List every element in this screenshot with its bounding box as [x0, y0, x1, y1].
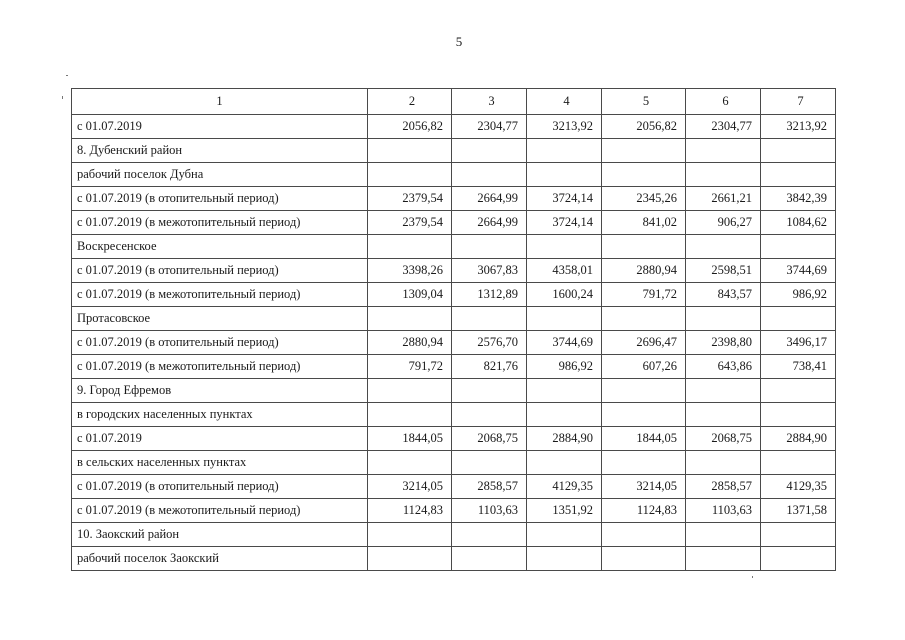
table-row	[72, 211, 836, 235]
table-row	[72, 547, 836, 571]
column-number-row	[72, 89, 836, 115]
value-cell: 821,76	[452, 355, 527, 379]
table-row	[72, 235, 836, 259]
value-cell	[686, 403, 761, 427]
value-cell	[527, 235, 602, 259]
value-cell: 3724,14	[527, 211, 602, 235]
row-label: с 01.07.2019	[72, 115, 368, 139]
value-cell: 3213,92	[761, 115, 836, 139]
row-label: 10. Заокский район	[72, 523, 368, 547]
value-cell: 1103,63	[686, 499, 761, 523]
value-cell: 1844,05	[368, 427, 452, 451]
value-cell: 3214,05	[368, 475, 452, 499]
table-row	[72, 403, 836, 427]
value-cell	[368, 403, 452, 427]
value-cell	[452, 451, 527, 475]
value-cell	[686, 139, 761, 163]
column-header: 7	[761, 89, 836, 115]
value-cell	[602, 451, 686, 475]
value-cell: 2576,70	[452, 331, 527, 355]
column-header: 2	[368, 89, 452, 115]
value-cell: 2379,54	[368, 211, 452, 235]
value-cell	[602, 163, 686, 187]
row-label: с 01.07.2019 (в межотопительный период)	[72, 499, 368, 523]
value-cell: 2345,26	[602, 187, 686, 211]
value-cell: 2056,82	[368, 115, 452, 139]
scan-speck	[66, 75, 68, 76]
value-cell: 2068,75	[452, 427, 527, 451]
value-cell	[686, 523, 761, 547]
value-cell: 1371,58	[761, 499, 836, 523]
value-cell: 3214,05	[602, 475, 686, 499]
value-cell	[527, 307, 602, 331]
value-cell	[686, 379, 761, 403]
value-cell: 4129,35	[527, 475, 602, 499]
table-row	[72, 427, 836, 451]
value-cell: 2880,94	[368, 331, 452, 355]
value-cell	[686, 451, 761, 475]
row-label: 9. Город Ефремов	[72, 379, 368, 403]
value-cell: 1124,83	[368, 499, 452, 523]
value-cell: 986,92	[527, 355, 602, 379]
value-cell: 2884,90	[761, 427, 836, 451]
row-label: в городских населенных пунктах	[72, 403, 368, 427]
value-cell: 3724,14	[527, 187, 602, 211]
value-cell	[452, 523, 527, 547]
value-cell	[602, 235, 686, 259]
value-cell	[452, 403, 527, 427]
page-number: 5	[455, 34, 463, 49]
scan-speck	[752, 576, 753, 578]
value-cell	[761, 235, 836, 259]
column-header: 4	[527, 89, 602, 115]
value-cell: 2068,75	[686, 427, 761, 451]
row-label: рабочий поселок Заокский	[72, 547, 368, 571]
value-cell: 3842,39	[761, 187, 836, 211]
value-cell	[761, 163, 836, 187]
value-cell: 2858,57	[686, 475, 761, 499]
value-cell	[368, 547, 452, 571]
table-row	[72, 163, 836, 187]
value-cell	[527, 403, 602, 427]
value-cell: 2661,21	[686, 187, 761, 211]
value-cell: 643,86	[686, 355, 761, 379]
value-cell	[602, 379, 686, 403]
value-cell: 1103,63	[452, 499, 527, 523]
value-cell: 738,41	[761, 355, 836, 379]
row-label: 8. Дубенский район	[72, 139, 368, 163]
value-cell	[452, 235, 527, 259]
value-cell: 1600,24	[527, 283, 602, 307]
value-cell: 3496,17	[761, 331, 836, 355]
value-cell	[452, 163, 527, 187]
value-cell: 986,92	[761, 283, 836, 307]
scan-speck	[62, 96, 63, 99]
value-cell: 1124,83	[602, 499, 686, 523]
value-cell: 3744,69	[527, 331, 602, 355]
value-cell	[452, 139, 527, 163]
value-cell	[368, 163, 452, 187]
table-row	[72, 307, 836, 331]
row-label: с 01.07.2019	[72, 427, 368, 451]
value-cell: 843,57	[686, 283, 761, 307]
row-label: с 01.07.2019 (в отопительный период)	[72, 187, 368, 211]
value-cell	[602, 523, 686, 547]
value-cell	[686, 163, 761, 187]
value-cell	[761, 379, 836, 403]
value-cell	[368, 139, 452, 163]
value-cell	[761, 523, 836, 547]
value-cell: 2664,99	[452, 211, 527, 235]
value-cell: 1309,04	[368, 283, 452, 307]
value-cell	[368, 307, 452, 331]
table-row	[72, 187, 836, 211]
value-cell: 2398,80	[686, 331, 761, 355]
table-row	[72, 475, 836, 499]
row-label: с 01.07.2019 (в отопительный период)	[72, 259, 368, 283]
value-cell: 2598,51	[686, 259, 761, 283]
value-cell: 3744,69	[761, 259, 836, 283]
table-row	[72, 331, 836, 355]
value-cell: 4129,35	[761, 475, 836, 499]
table-body	[72, 89, 836, 571]
tariff-table	[71, 88, 836, 571]
value-cell	[527, 379, 602, 403]
value-cell	[761, 307, 836, 331]
value-cell: 2696,47	[602, 331, 686, 355]
table-row	[72, 139, 836, 163]
table-row	[72, 451, 836, 475]
value-cell	[368, 451, 452, 475]
table-row	[72, 499, 836, 523]
value-cell	[368, 235, 452, 259]
value-cell	[761, 547, 836, 571]
table-row	[72, 115, 836, 139]
column-header: 5	[602, 89, 686, 115]
row-label: с 01.07.2019 (в межотопительный период)	[72, 355, 368, 379]
table-row	[72, 259, 836, 283]
row-label: в сельских населенных пунктах	[72, 451, 368, 475]
table-row	[72, 283, 836, 307]
value-cell: 1312,89	[452, 283, 527, 307]
value-cell	[452, 307, 527, 331]
value-cell	[602, 307, 686, 331]
value-cell: 3067,83	[452, 259, 527, 283]
value-cell	[527, 523, 602, 547]
value-cell	[686, 307, 761, 331]
value-cell: 4358,01	[527, 259, 602, 283]
value-cell: 3398,26	[368, 259, 452, 283]
value-cell	[452, 379, 527, 403]
value-cell: 906,27	[686, 211, 761, 235]
row-label: Протасовское	[72, 307, 368, 331]
value-cell: 3213,92	[527, 115, 602, 139]
value-cell: 1351,92	[527, 499, 602, 523]
table-row	[72, 523, 836, 547]
value-cell: 841,02	[602, 211, 686, 235]
value-cell	[452, 547, 527, 571]
value-cell: 2304,77	[452, 115, 527, 139]
value-cell	[686, 235, 761, 259]
value-cell: 2056,82	[602, 115, 686, 139]
value-cell	[602, 403, 686, 427]
value-cell	[761, 403, 836, 427]
value-cell	[527, 163, 602, 187]
row-label: с 01.07.2019 (в межотопительный период)	[72, 211, 368, 235]
row-label: с 01.07.2019 (в отопительный период)	[72, 475, 368, 499]
row-label: с 01.07.2019 (в отопительный период)	[72, 331, 368, 355]
value-cell: 1844,05	[602, 427, 686, 451]
value-cell: 2304,77	[686, 115, 761, 139]
value-cell	[761, 139, 836, 163]
row-label: с 01.07.2019 (в межотопительный период)	[72, 283, 368, 307]
value-cell: 1084,62	[761, 211, 836, 235]
value-cell	[761, 451, 836, 475]
column-header: 1	[72, 89, 368, 115]
column-header: 3	[452, 89, 527, 115]
value-cell	[368, 379, 452, 403]
value-cell: 2664,99	[452, 187, 527, 211]
column-header: 6	[686, 89, 761, 115]
row-label: рабочий поселок Дубна	[72, 163, 368, 187]
value-cell: 2884,90	[527, 427, 602, 451]
value-cell	[527, 547, 602, 571]
value-cell	[602, 139, 686, 163]
value-cell	[527, 139, 602, 163]
value-cell: 791,72	[602, 283, 686, 307]
value-cell: 2379,54	[368, 187, 452, 211]
table-row	[72, 379, 836, 403]
value-cell	[686, 547, 761, 571]
value-cell: 2858,57	[452, 475, 527, 499]
value-cell	[527, 451, 602, 475]
value-cell: 607,26	[602, 355, 686, 379]
row-label: Воскресенское	[72, 235, 368, 259]
value-cell	[602, 547, 686, 571]
table-row	[72, 355, 836, 379]
value-cell: 2880,94	[602, 259, 686, 283]
value-cell	[368, 523, 452, 547]
value-cell: 791,72	[368, 355, 452, 379]
